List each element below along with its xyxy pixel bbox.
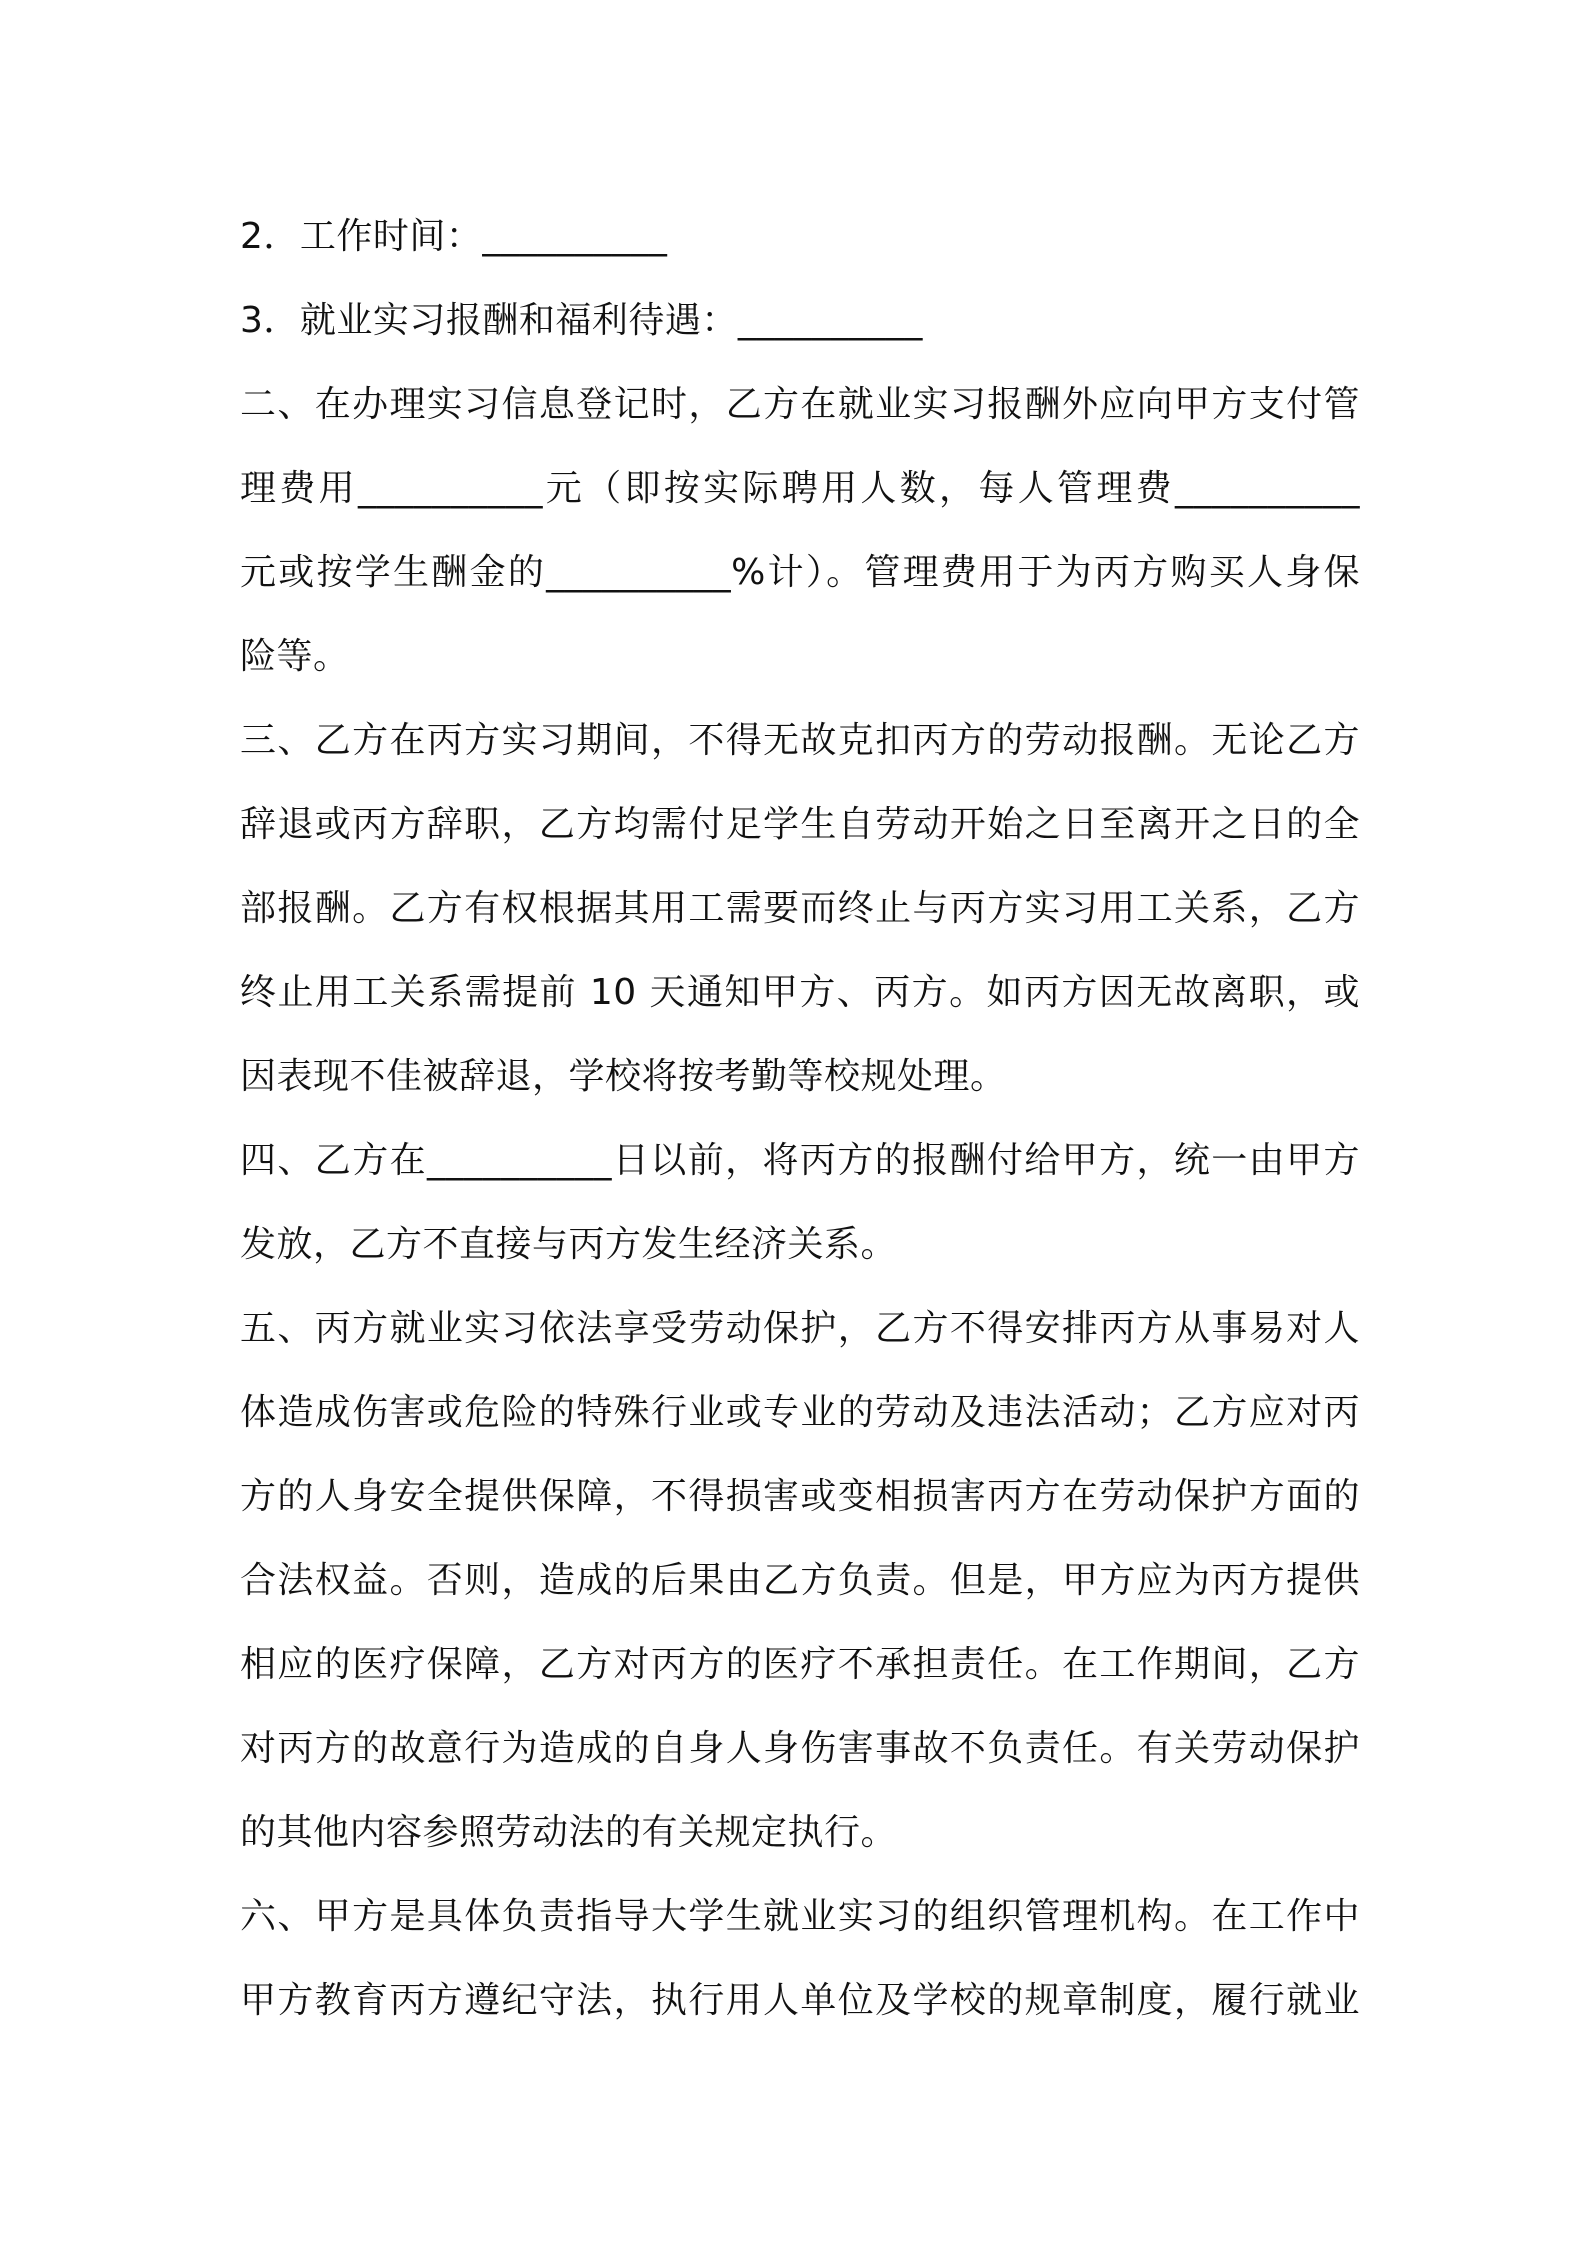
text-line-clause-6-a: 六、甲方是具体负责指导大学生就业实习的组织管理机构。在工作中 (240, 1896, 1360, 1937)
text-line-clause-3-a: 三、乙方在丙方实习期间，不得无故克扣丙方的劳动报酬。无论乙方 (240, 720, 1360, 761)
text-line-clause-5-g: 的其他内容参照劳动法的有关规定执行。 (240, 1812, 898, 1853)
text-line-clause-5-e: 相应的医疗保障，乙方对丙方的医疗不承担责任。在工作期间，乙方 (240, 1644, 1360, 1685)
text-line-clause-2-c: 元或按学生酬金的__________%计）。管理费用于为丙方购买人身保 (240, 552, 1360, 593)
text-line-clause-5-d: 合法权益。否则，造成的后果由乙方负责。但是，甲方应为丙方提供 (240, 1560, 1360, 1601)
text-line-clause-5-b: 体造成伤害或危险的特殊行业或专业的劳动及违法活动；乙方应对丙 (240, 1392, 1360, 1433)
text-line-work-time: 2．工作时间：__________ (240, 216, 668, 257)
text-line-clause-4-b: 发放，乙方不直接与丙方发生经济关系。 (240, 1224, 898, 1265)
text-line-clause-5-f: 对丙方的故意行为造成的自身人身伤害事故不负责任。有关劳动保护 (240, 1728, 1360, 1769)
text-line-clause-5-c: 方的人身安全提供保障，不得损害或变相损害丙方在劳动保护方面的 (240, 1476, 1360, 1517)
text-line-clause-5-a: 五、丙方就业实习依法享受劳动保护，乙方不得安排丙方从事易对人 (240, 1308, 1360, 1349)
text-line-clause-3-d: 终止用工关系需提前 10 天通知甲方、丙方。如丙方因无故离职，或 (240, 972, 1360, 1013)
text-line-clause-2-d: 险等。 (240, 636, 350, 677)
text-line-clause-6-b: 甲方教育丙方遵纪守法，执行用人单位及学校的规章制度，履行就业 (240, 1980, 1360, 2021)
text-line-clause-2-b: 理费用__________元（即按实际聘用人数，每人管理费__________ (240, 468, 1360, 509)
text-line-clause-4-a: 四、乙方在__________日以前，将丙方的报酬付给甲方，统一由甲方 (240, 1140, 1360, 1181)
text-line-clause-3-b: 辞退或丙方辞职，乙方均需付足学生自劳动开始之日至离开之日的全 (240, 804, 1360, 845)
text-line-clause-2-a: 二、在办理实习信息登记时，乙方在就业实习报酬外应向甲方支付管 (240, 384, 1360, 425)
text-line-clause-3-c: 部报酬。乙方有权根据其用工需要而终止与丙方实习用工关系，乙方 (240, 888, 1360, 929)
text-line-pay-benefits: 3．就业实习报酬和福利待遇：__________ (240, 300, 923, 341)
document-body (240, 195, 1360, 2043)
text-line-clause-3-e: 因表现不佳被辞退，学校将按考勤等校规处理。 (240, 1056, 1007, 1097)
